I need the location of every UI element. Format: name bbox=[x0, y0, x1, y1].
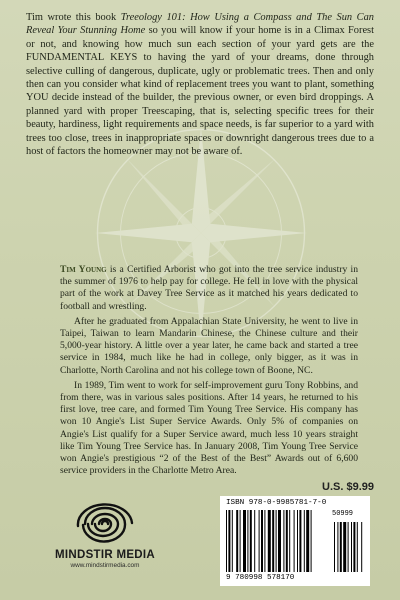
book-title: Treeology 101: How Using a Compass and The Sun Can Reveal Your Stunning Home bbox=[26, 12, 375, 37]
publisher-name: MINDSTIR MEDIA bbox=[54, 549, 156, 561]
isbn-barcode bbox=[220, 496, 370, 586]
bio-paragraph-1: Tim Young is a Certified Arborist who got into the tree service industry in the summer of 1976 to help pay for college. He fell in love with the physical part of the work at Davey Tree Service as it matched his years dedicated to football and wrestling. bbox=[60, 264, 358, 312]
barcode-digits: 9 780998 578170 bbox=[226, 574, 295, 582]
barcode-addon-number: 50999 bbox=[332, 510, 354, 518]
author-bio bbox=[60, 264, 358, 480]
bio-paragraph-2: After he graduated from Appalachian State University, he went to live in Taipei, Taiwan to learn Mandarin Chinese, the Chinese culture and their 5,000-year history. A little over a year later, he came back and started a tree service in 1984, much like he had in college, only bigger, as it was in Charlotte, North Carolina and not his college town of Boone, NC. bbox=[60, 315, 358, 376]
price-label: U.S. $9.99 bbox=[322, 481, 374, 493]
publisher-logo bbox=[40, 500, 170, 569]
swirl-logo-icon bbox=[73, 500, 137, 548]
isbn-number: ISBN 978-0-9985781-7-0 bbox=[226, 499, 327, 507]
bio-paragraph-3: In 1989, Tim went to work for self-improvement guru Tony Robbins, and from there, was in various sales positions. After 14 years, he returned to his first love, tree care, and formed Tim Young Tree Service. His company has won 10 Angie's List Super Service Awards. Only 5% of companies on Angie's List qualify for a Super Service award, much less 10 years straight like Tim Young Tree Service has. In January 2008, Tim Young Tree Service won Angie's prestigious “2 of the Best of the Best” Awards out of 6,600 service providers in the Charlotte Metro Area. bbox=[60, 379, 358, 477]
author-name: Tim Young bbox=[60, 264, 107, 275]
publisher-url: www.mindstirmedia.com bbox=[70, 562, 140, 569]
intro-paragraph: Tim wrote this book Treeology 101: How Using a Compass and The Sun Can Reveal Your Stunning Home so you will know if your home is in a Climax Forest or not, and knowing how much sun each section of your yard gets are the FUNDAMENTAL KEYS to having the yard of your dreams, done through selective culling of dangerous, duplicate, ugly or problematic trees. Then and only then can you consider what kind of replacement trees you want to plant, something YOU decide instead of the builder, the previous owner, or even bird droppings. A planned yard with proper Treescaping, that is, selecting specific trees for their beauty, hardiness, light requirements and space needs, is far superior to a yard with trees too close, trees in inappropriate spaces or downright dangerous trees due to a host of factors the homeowner may not be aware of. bbox=[26, 12, 375, 158]
barcode-bars bbox=[226, 510, 364, 574]
